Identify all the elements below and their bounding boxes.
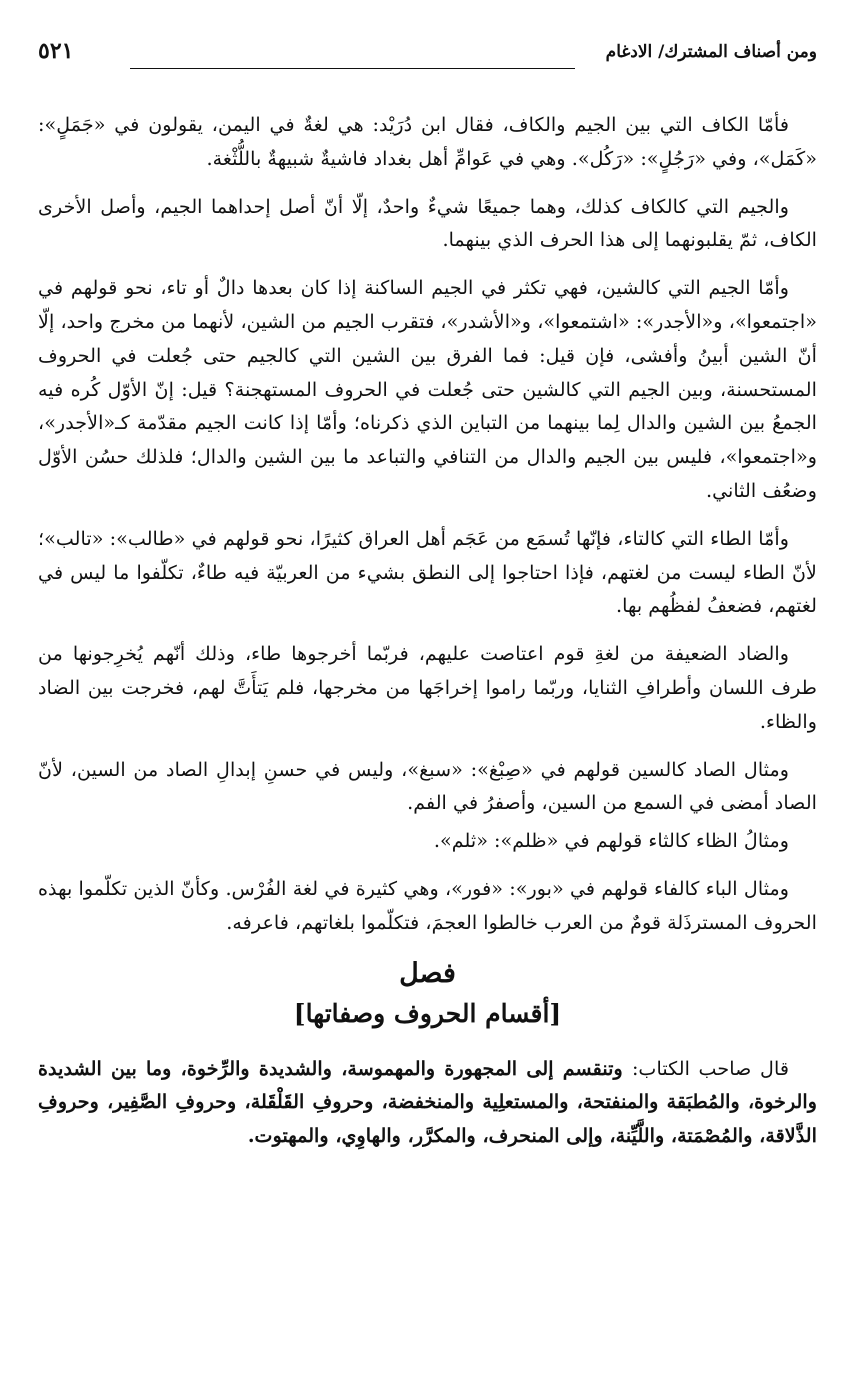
section-title: [أقسام الحروف وصفاتها] [293, 998, 562, 1028]
paragraph-author-text [38, 1052, 817, 1153]
paragraph-jim-kaf: والجيم التي كالكاف كذلك، وهما جميعًا شيءٌ واحدٌ، إلّا أنّ أصل إحداهما الجيم، وأصل الأخرى الكاف، ثمّ يقلبونهما إلى هذا الحرف الذي بينهما. [38, 194, 817, 252]
page-header [38, 38, 817, 82]
page-body [38, 108, 817, 1167]
paragraph-ba-fa: ومثال الباء كالفاء قولهم في «بور»: «فور»، وهي كثيرة في لغة الفُرْس. وكأنّ الذين تكلّموا بهذه الحروف المسترذَلة قومٌ من العرب خالطوا العجمَ، فتكلّموا بلغاتهم، فاعرفه. [38, 876, 817, 934]
paragraph-ta-ta: وأمّا الطاء التي كالتاء، فإنّها تُسمَع من عَجَم أهل العراق كثيرًا، نحو قولهم في «طالب»: «تالب»؛ لأنّ الطاء ليست من لغتهم، فإذا احتاجوا إلى النطق بشيء من العربيّة فيه طاءٌ، تكلّفوا ما ليس في لغتهم، فضعفُ لفظُهم بها. [38, 526, 817, 618]
running-head: ومن أصناف المشترك/ الادغام [605, 42, 817, 62]
author-quote: وتنقسم إلى المجهورة والمهموسة، والشديدة والرِّخوة، وما بين الشديدة والرخوة، والمُطبَقة والمنفتحة، والمستعلِية والمنخفضة، وحروفِ القَلْقَلة، وحروفِ الصَّفِير، وحروفِ الذَّلاقة، والمُصْمَتة، واللَّيِّنة، وإلى المنحرف، والمكرَّر، والهاوِي، والمهتوت. [38, 1056, 817, 1148]
header-rule [130, 68, 575, 69]
paragraph-za-tha: ومثالُ الظاء كالثاء قولهم في «ظلم»: «ثلم». [433, 829, 789, 853]
paragraph-kaf: فأمّا الكاف التي بين الجيم والكاف، فقال ابن دُرَيْد: هي لغةٌ في اليمن، يقولون في «جَمَلٍ»: «كَمَل»، وفي «رَجُلٍ»: «رَكُل». وهي في عَوامِّ أهل بغداد فاشيةٌ شبيهةٌ باللُّثْغة. [38, 113, 817, 170]
paragraph-dad: والضاد الضعيفة من لغةِ قوم اعتاصت عليهم، فربّما أخرجوها طاء، وذلك أنّهم يُخرِجونها من طرف اللسان وأطرافِ الثنايا، وربّما راموا إخراجَها من مخرجها، فلم يَتأَتَّ لهم، فخرجت بين الضاد والظاء. [38, 642, 817, 733]
paragraph-sad-sin: ومثال الصاد كالسين قولهم في «صِبْغ»: «سبغ»، وليس في حسنِ إبدالِ الصاد من السين، لأنّ الصاد أمضى في السمع من السين، وأصفرُ في الفم. [38, 757, 817, 815]
paragraph-jim-shin: وأمّا الجيم التي كالشين، فهي تكثر في الجيم الساكنة إذا كان بعدها دالٌ أو تاء، نحو قولهم في «اجتمعوا»، و«الأجدر»: «اشتمعوا»، و«الأشدر»، فتقرب الجيم من الشين، لأنهما من مخرج واحد، إلّا أنّ الشين أبينُ وأفشى، فإن قيل: فما الفرق بين الشين التي كالجيم حتى جُعلت في الحروف المستحسنة، وبين الجيم التي كالشين حتى جُعلت في الحروف المستهجنة؟ قيل: إنّ الأوّل كُره فيه الجمعُ بين الشين والدال لِما بينهما من التباين الذي ذكرناه؛ وأمّا إذا كانت الجيم مقدّمة كـ«الأجدر»، و«اجتمعوا»، فليس بين الجيم والدال من التنافي والتباعد ما بين الشين والدال؛ فلذلك حسُن الأوّل وضعُف الثاني. [38, 276, 817, 502]
author-lead: قال صاحب الكتاب: [631, 1056, 789, 1080]
section-label: فصل [399, 957, 456, 989]
page-number: ٥٢١ [38, 38, 74, 64]
